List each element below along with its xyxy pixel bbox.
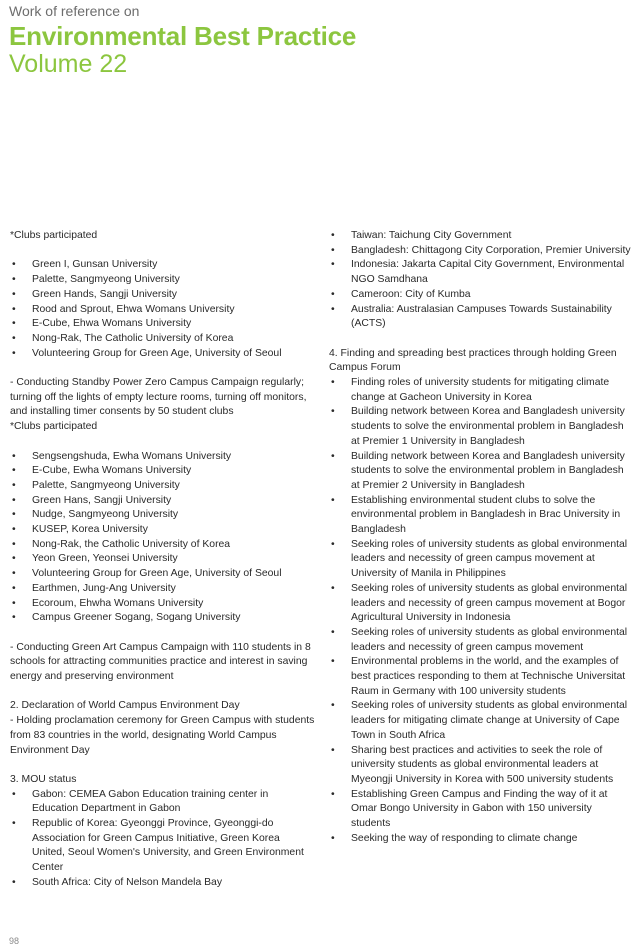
- green-art-paragraph: - Conducting Green Art Campus Campaign with 110 students in 8 schools for attracting communities practice and interest in saving energy and preserving environment: [10, 641, 311, 683]
- list-item: • Establishing environmental student clubs to solve the environmental problem in Bangladesh in Brac University in Bangladesh: [329, 494, 631, 538]
- forum-heading: 4. Finding and spreading best practices through holding Green Campus Forum: [329, 347, 617, 374]
- declaration-heading: 2. Declaration of World Campus Environment Day: [10, 700, 240, 712]
- document-header: [9, 2, 356, 78]
- clubs-list-1: [10, 258, 315, 361]
- mou-list: [10, 788, 315, 891]
- list-item: • Green Hans, Sangji University: [10, 494, 315, 509]
- list-item: • Nudge, Sangmyeong University: [10, 508, 315, 523]
- clubs-label: *Clubs participated: [10, 421, 98, 433]
- page-title: Environmental Best Practice: [9, 21, 357, 51]
- volume-label: Volume 22: [9, 50, 128, 78]
- list-item: • Palette, Sangmyeong University: [10, 479, 315, 494]
- list-item: • Seeking roles of university students as global environmental leaders and necessity of green campus movement at University of Manila in Philippines: [329, 538, 631, 582]
- list-item: • Green I, Gunsan University: [10, 258, 315, 273]
- header-kicker: Work of reference on: [9, 3, 140, 19]
- list-item: • Building network between Korea and Bangladesh university students to solve the environmental problem in Bangladesh at Premier 2 University in Bangladesh: [329, 450, 631, 494]
- mou-heading: 3. MOU status: [10, 773, 77, 785]
- list-item: • Establishing Green Campus and Finding the way of it at Omar Bongo University in Gabon with 150 university students: [329, 788, 631, 832]
- list-item: • Seeking roles of university students as global environmental leaders and necessity of green campus movement at Bogor Agricultural University in Indonesia: [329, 582, 631, 626]
- list-item: • Finding roles of university students for mitigating climate change at Gacheon University in Korea: [329, 376, 631, 405]
- list-item: • KUSEP, Korea University: [10, 523, 315, 538]
- list-item: • Cameroon: City of Kumba: [329, 288, 631, 303]
- list-item: • South Africa: City of Nelson Mandela Bay: [10, 876, 315, 891]
- list-item: • Rood and Sprout, Ehwa Womans University: [10, 303, 315, 318]
- list-item: • Republic of Korea: Gyeonggi Province, Gyeonggi-do Association for Green Campus Initiative, Green Korea United, Seoul Women's University, and Green Environment Center: [10, 817, 315, 876]
- list-item: • Seeking the way of responding to climate change: [329, 832, 631, 847]
- clubs-label: *Clubs participated: [10, 230, 98, 241]
- list-item: • Sharing best practices and activities to seek the role of university students as global environmental leaders at Myeongji University in Korea with 500 university students: [329, 744, 631, 788]
- list-item: • Earthmen, Jung-Ang University: [10, 582, 315, 597]
- list-item: • Environmental problems in the world, and the examples of best practices responding to them at Technische Universitat Raum in Germany with 100 university students: [329, 655, 631, 699]
- list-item: • Campus Greener Sogang, Sogang University: [10, 611, 315, 626]
- list-item: • Building network between Korea and Bangladesh university students to solve the environmental problem in Bangladesh at Premier 1 University in Bangladesh: [329, 405, 631, 449]
- clubs-list-2: [10, 450, 315, 626]
- list-item: • Ecoroum, Ehwha Womans University: [10, 597, 315, 612]
- list-item: • Taiwan: Taichung City Government: [329, 229, 631, 244]
- standby-campaign-paragraph: - Conducting Standby Power Zero Campus Campaign regularly; turning off the lights of empty lecture rooms, turning off monitors, and installing timer consents by 50 student clubs: [10, 377, 307, 418]
- page-number: 98: [9, 936, 20, 946]
- list-item: • Bangladesh: Chittagong City Corporation, Premier University: [329, 244, 631, 259]
- list-item: • Nong-Rak, the Catholic University of Korea: [10, 538, 315, 553]
- list-item: • Sengsengshuda, Ewha Womans University: [10, 450, 315, 465]
- list-item: • Green Hands, Sangji University: [10, 288, 315, 303]
- list-item: • Palette, Sangmyeong University: [10, 273, 315, 288]
- mou-list-continued: [329, 229, 631, 332]
- list-item: • Volunteering Group for Green Age, University of Seoul: [10, 567, 315, 582]
- left-column: [10, 229, 315, 891]
- list-item: • Gabon: CEMEA Gabon Education training center in Education Department in Gabon: [10, 788, 315, 817]
- list-item: • Volunteering Group for Green Age, University of Seoul: [10, 347, 315, 362]
- declaration-paragraph: - Holding proclamation ceremony for Green Campus with students from 83 countries in the world, designating World Campus Environment Day: [10, 715, 315, 756]
- list-item: • Seeking roles of university students as global environmental leaders and necessity of green campus movement: [329, 626, 631, 655]
- forum-list: [329, 376, 631, 847]
- list-item: • E-Cube, Ewha Womans University: [10, 464, 315, 479]
- right-column: [329, 229, 631, 847]
- list-item: • E-Cube, Ehwa Womans University: [10, 317, 315, 332]
- list-item: • Indonesia: Jakarta Capital City Government, Environmental NGO Samdhana: [329, 258, 631, 287]
- list-item: • Australia: Australasian Campuses Towards Sustainability (ACTS): [329, 303, 631, 332]
- list-item: • Seeking roles of university students as global environmental leaders for mitigating climate change at University of Cape Town in South Africa: [329, 699, 631, 743]
- list-item: • Nong-Rak, The Catholic University of Korea: [10, 332, 315, 347]
- list-item: • Yeon Green, Yeonsei University: [10, 552, 315, 567]
